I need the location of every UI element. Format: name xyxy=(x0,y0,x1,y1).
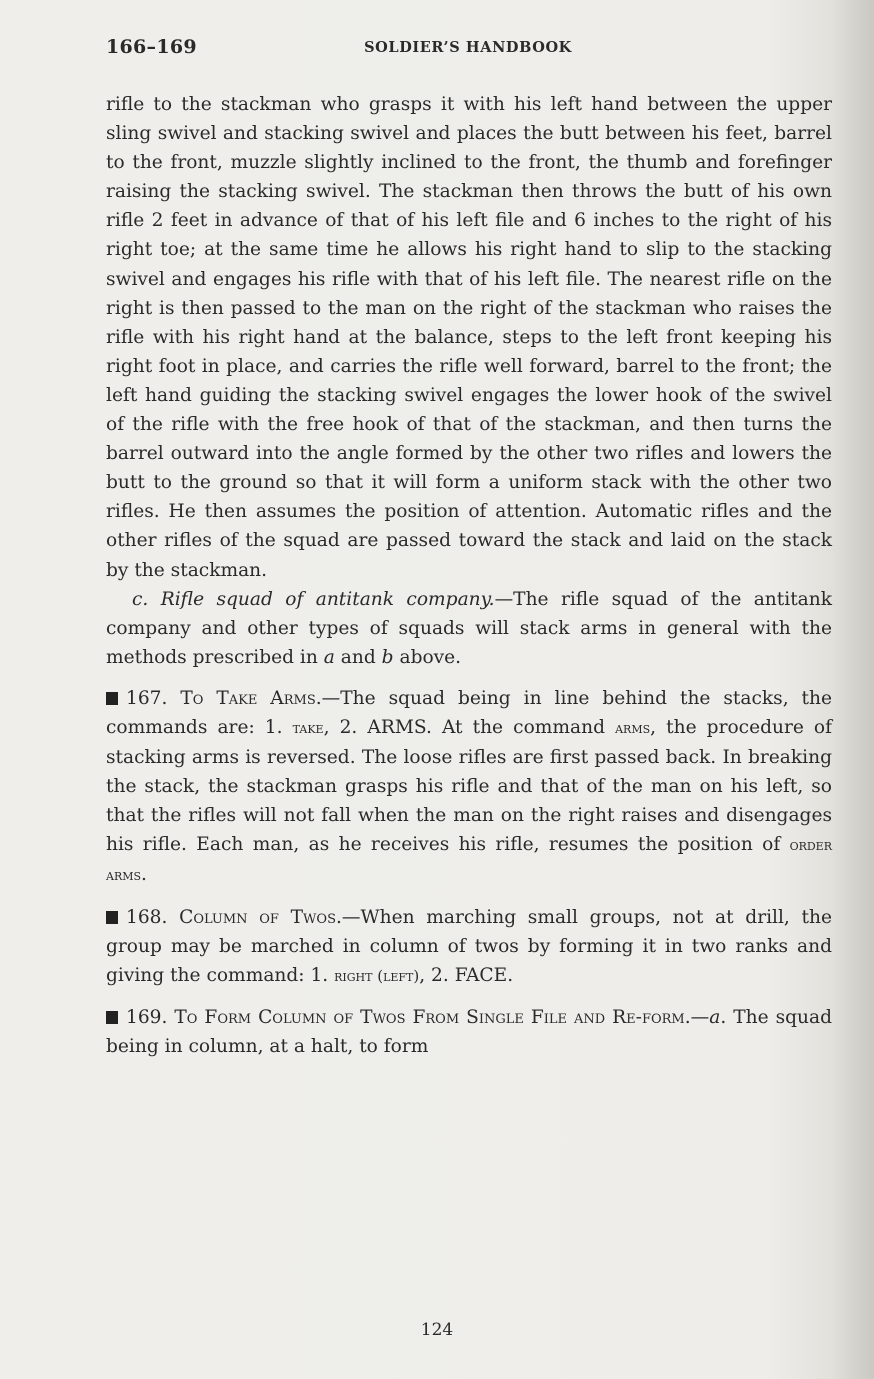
section-bullet-icon xyxy=(106,692,118,705)
section-167-text-3: , the procedure of stacking arms is reversed. The loose rifles are first passed back. In breaking the stack, the stackman grasps his rifle and that of the man on his left, so that the rifles will not fall when the man on the right raises and disengages his rifle. Each man, as he receives his rifle, resumes the position of xyxy=(106,716,833,856)
paragraph-c xyxy=(106,585,832,672)
section-167-text-2: , 2. ARMS. At the command xyxy=(323,716,616,738)
section-168 xyxy=(106,903,832,991)
running-header xyxy=(106,36,830,64)
paragraph-continuation: rifle to the stackman who grasps it with his left hand between the upper sling swivel and stacking swivel and places the butt between his feet, barrel to the front, muzzle slightly inclined to the front, the thumb and forefinger raising the stacking swivel. The stackman then throws the butt of his own rifle 2 feet in advance of that of his left file and 6 inches to the right of his right toe; at the same time he allows his right hand to slip to the stacking swivel and engages his rifle with that of his left file. The nearest rifle on the right is then passed to the man on the right of the stackman who raises the rifle with his right hand at the balance, steps to the left front keeping his right foot in place, and carries the rifle well forward, barrel to the front; the left hand guiding the stacking swivel engages the lower hook of the swivel of the rifle with the free hook of that of the stackman, and then turns the barrel outward into the angle formed by the other two rifles and lowers the butt to the ground so that it will form a uniform stack with the other two rifles. He then assumes the position of attention. Automatic rifles and the other rifles of the squad are passed toward the stack and laid on the stack by the stackman. xyxy=(106,94,832,581)
running-title: SOLDIER’S HANDBOOK xyxy=(364,39,572,56)
section-169-text-1: — xyxy=(690,1006,710,1028)
page-number: 124 xyxy=(420,1320,454,1340)
section-168-title: Column of Twos. xyxy=(179,906,342,928)
section-168-text-2: , 2. FACE. xyxy=(419,964,514,986)
section-168-number: 168. xyxy=(126,906,180,928)
section-167 xyxy=(106,684,832,891)
paragraph-c-text: —The rifle squad of the antitank company and other types of squads will stack arms in general with the methods prescribed in xyxy=(106,588,832,668)
and-text: and xyxy=(334,646,382,668)
section-169-number: 169. xyxy=(126,1006,175,1028)
command-right-left: right (left) xyxy=(334,966,420,985)
section-bullet-icon xyxy=(106,911,118,924)
section-169 xyxy=(106,1003,832,1061)
section-167-title: To Take Arms. xyxy=(180,687,322,709)
page-body xyxy=(106,90,832,1061)
paragraph-c-end: above. xyxy=(393,646,462,668)
command-arms: arms xyxy=(615,718,651,737)
section-167-text-4: . xyxy=(141,864,147,886)
ref-a: a xyxy=(323,646,335,668)
paragraph-c-label: c. Rifle squad of antitank company. xyxy=(132,588,495,610)
command-order-arms: order arms xyxy=(106,836,832,885)
section-bullet-icon xyxy=(106,1011,118,1024)
command-take: take xyxy=(292,718,324,737)
section-167-text-1: —The squad being in line behind the stacks, the commands are: 1. xyxy=(106,687,833,738)
section-169-title: To Form Column of Twos From Single File and Re-form. xyxy=(174,1006,691,1028)
section-167-number: 167. xyxy=(126,687,181,709)
section-169-text-2: . The squad being in column, at a halt, to form xyxy=(106,1006,832,1057)
ref-b: b xyxy=(381,646,394,668)
section-range: 166–169 xyxy=(106,36,197,58)
section-168-text-1: —When marching small groups, not at drill, the group may be marched in column of twos by forming it in two ranks and giving the command: 1. xyxy=(106,906,833,986)
ref-a-169: a xyxy=(709,1006,721,1028)
